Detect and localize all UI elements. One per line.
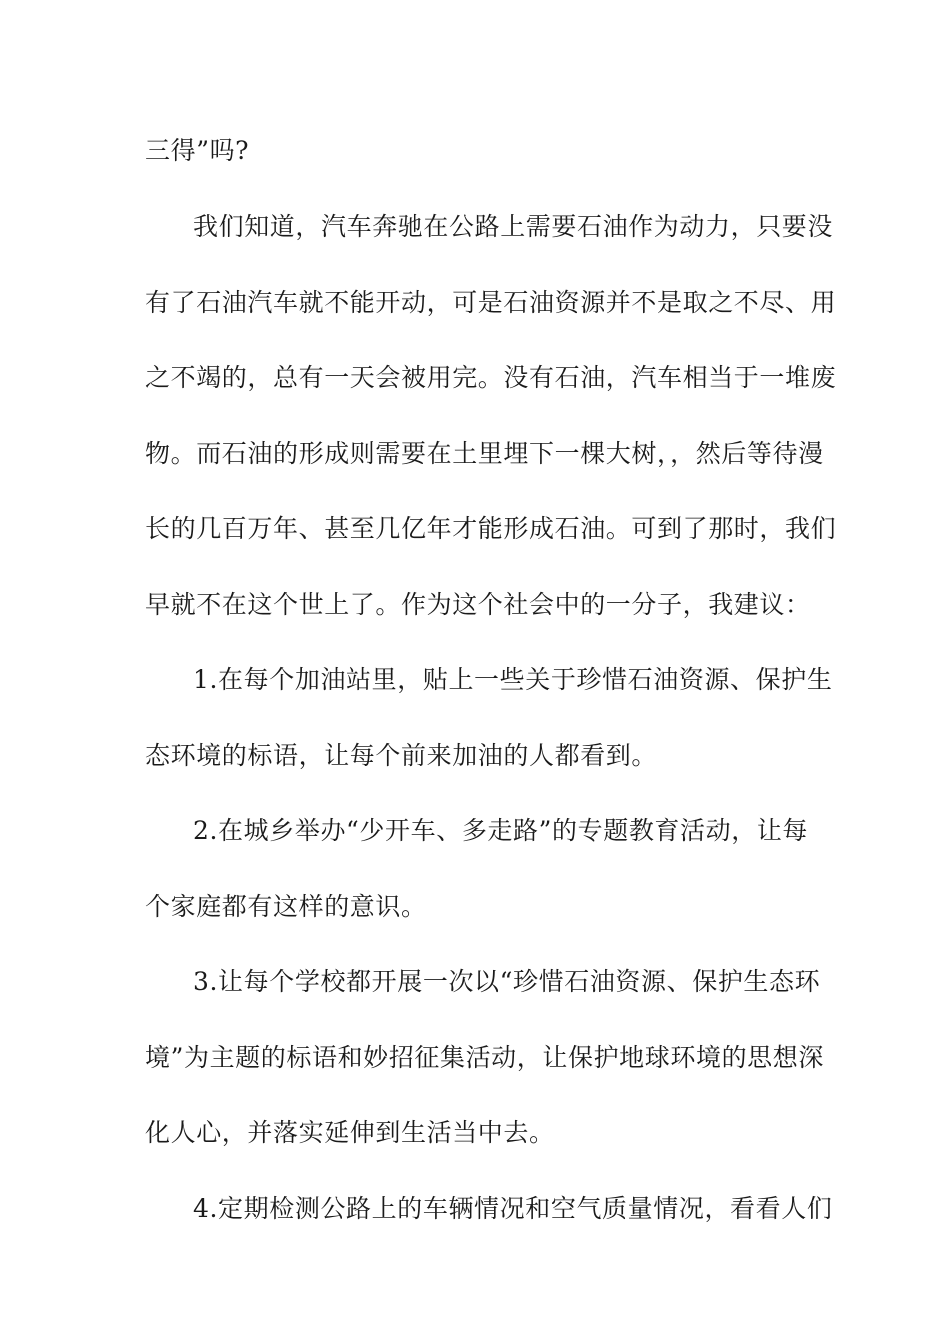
list-item-2: 2.在城乡举办“少开车、多走路”的专题教育活动，让每	[193, 816, 809, 845]
text-line: 长的几百万年、甚至几亿年才能形成石油。可到了那时，我们	[145, 514, 837, 543]
list-item-1: 1.在每个加油站里，贴上一些关于珍惜石油资源、保护生	[193, 665, 833, 694]
text-line: 个家庭都有这样的意识。	[145, 892, 427, 921]
paragraph-first-line: 我们知道，汽车奔驰在公路上需要石油作为动力，只要没	[193, 212, 834, 241]
text-line: 化人心，并落实延伸到生活当中去。	[145, 1118, 555, 1147]
list-item-3: 3.让每个学校都开展一次以“珍惜石油资源、保护生态环	[193, 967, 821, 996]
text-line: 有了石油汽车就不能开动，可是石油资源并不是取之不尽、用	[145, 288, 837, 317]
text-line: 早就不在这个世上了。作为这个社会中的一分子，我建议：	[145, 590, 811, 619]
list-item-4: 4.定期检测公路上的车辆情况和空气质量情况，看看人们	[193, 1194, 833, 1223]
text-line: 之不竭的，总有一天会被用完。没有石油，汽车相当于一堆废	[145, 363, 837, 392]
text-line: 境”为主题的标语和妙招征集活动，让保护地球环境的思想深	[145, 1043, 824, 1072]
text-line: 物。而石油的形成则需要在土里埋下一棵大树，，然后等待漫	[145, 439, 824, 468]
text-line: 三得”吗?	[145, 136, 250, 165]
text-line: 态环境的标语，让每个前来加油的人都看到。	[145, 741, 658, 770]
